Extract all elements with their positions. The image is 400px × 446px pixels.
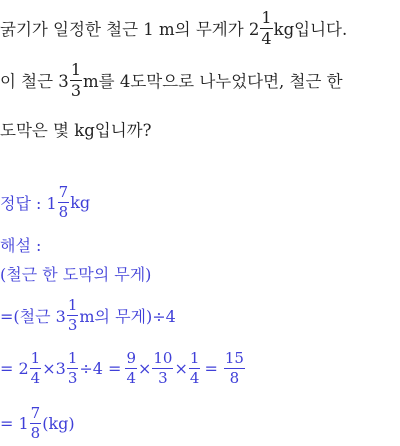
fraction [125,348,137,387]
denominator: 3 [67,368,78,387]
solution-text: = 2 [0,358,29,378]
fraction [260,7,272,48]
numerator: 1 [70,59,81,79]
numerator: 1 [261,7,272,27]
numerator: 1 [67,295,78,314]
denominator: 4 [30,368,41,387]
fraction [30,348,42,387]
problem-text: kg입니다. [273,20,348,39]
fraction [70,59,82,100]
denominator: 3 [70,80,81,100]
fraction [189,348,201,387]
fraction [152,348,173,387]
fraction [224,348,245,387]
numerator: 10 [153,348,173,367]
problem-line-3 [0,117,151,141]
solution-text: (철근 한 도막의 무게) [0,264,152,284]
solution-text: = 1 [0,413,29,433]
solution-text: = [204,358,218,378]
denominator: 4 [189,368,200,387]
denominator: 3 [67,315,78,334]
problem-line-2 [0,58,343,102]
problem-line-1 [0,6,347,50]
denominator: 8 [58,202,69,221]
numerator: 7 [58,182,69,201]
problem-text: 굵기가 일정한 철근 1 m의 무게가 2 [0,20,260,39]
solution-label [0,233,41,255]
solution-text: × [174,358,188,378]
numerator: 7 [30,403,41,422]
problem-text: m를 4도막으로 나누었다면, 철근 한 [83,72,343,91]
solution-step-3 [0,347,246,389]
denominator: 4 [126,368,136,387]
answer-label: 정답 : 1 [0,193,57,213]
denominator: 8 [229,368,240,387]
solution-text: ÷4 = [79,358,122,378]
solution-text: m의 무게)÷4 [79,306,176,326]
numerator: 15 [224,348,244,367]
fraction [58,182,70,221]
denominator: 8 [30,423,41,442]
solution-text: × [137,358,152,378]
answer-unit: kg [70,192,91,212]
problem-text: 도막은 몇 kg입니까? [0,121,152,140]
answer-line [0,182,90,222]
fraction [30,403,42,442]
numerator: 1 [189,348,200,367]
solution-step-1 [0,262,151,284]
solution-label-text: 해설 : [0,235,42,255]
fraction [67,348,79,387]
numerator: 1 [67,348,78,367]
solution-text: =(철근 3 [0,306,66,326]
denominator: 4 [261,28,272,48]
numerator: 1 [30,348,41,367]
solution-step-2 [0,294,176,336]
solution-step-4 [0,402,75,444]
fraction [67,295,79,334]
solution-text: ×3 [42,358,66,378]
problem-text: 이 철근 3 [0,72,69,91]
solution-text: (kg) [42,413,75,433]
numerator: 9 [126,348,136,367]
denominator: 3 [158,368,168,387]
